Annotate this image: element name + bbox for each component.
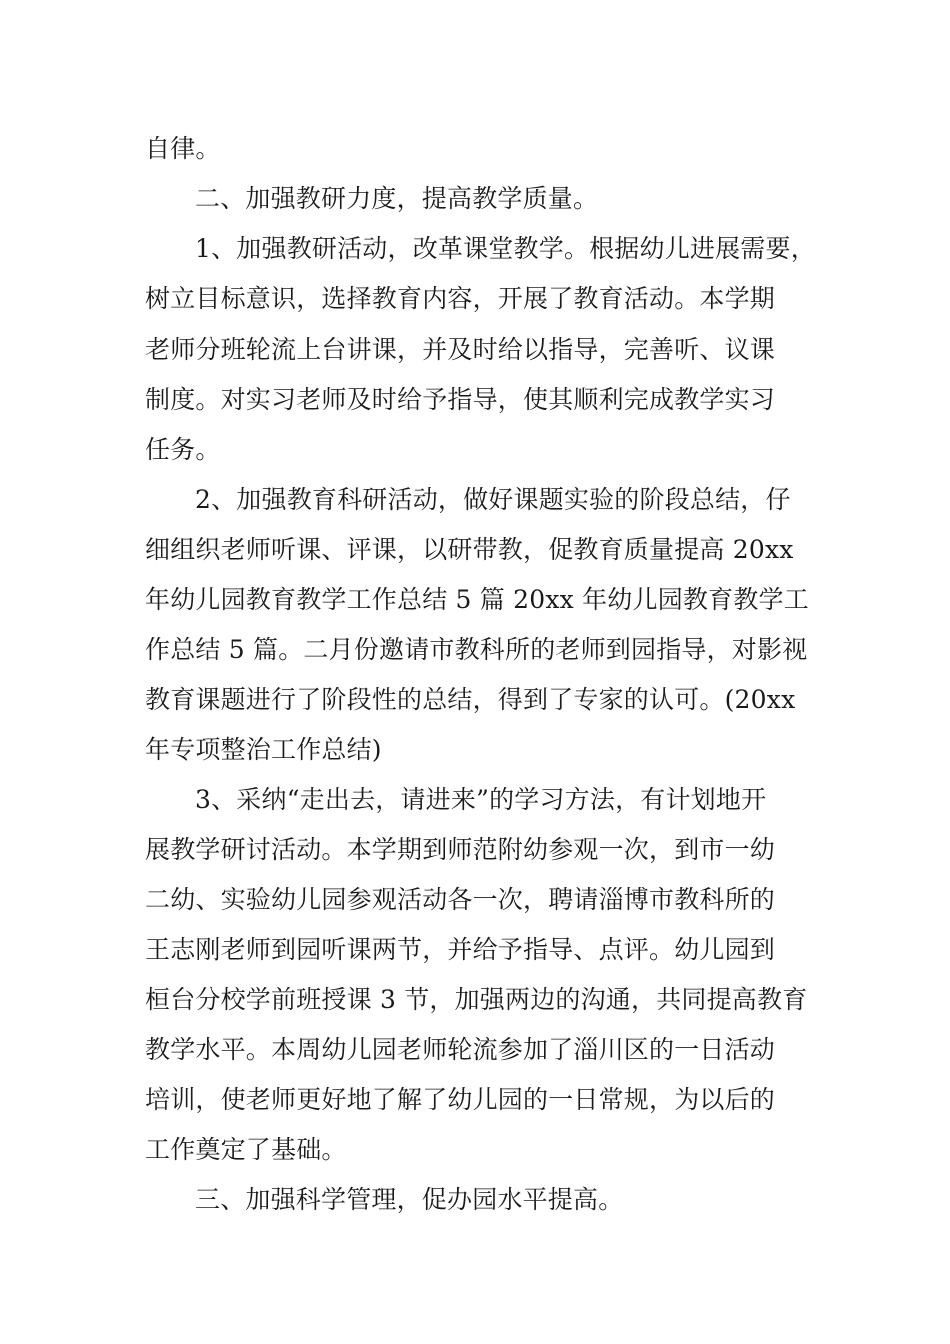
- text-line: 教育课题进行了阶段性的总结，得到了专家的认可。(20xx: [145, 685, 796, 714]
- paragraph-start: 2、加强教育科研活动，做好课题实验的阶段总结，仔: [195, 485, 791, 514]
- paragraph-start: 3、采纳“走出去，请进来”的学习方法，有计划地开: [195, 785, 767, 814]
- text-line: 自律。: [145, 134, 221, 163]
- text-line: 年专项整治工作总结): [145, 735, 382, 764]
- text-line: 任务。: [145, 435, 221, 464]
- section-heading: 二、加强教研力度，提高教学质量。: [195, 184, 599, 213]
- text-line: 制度。对实习老师及时给予指导，使其顺利完成教学实习: [145, 385, 776, 414]
- text-line: 展教学研讨活动。本学期到师范附幼参观一次，到市一幼: [145, 835, 776, 864]
- text-line: 树立目标意识，选择教育内容，开展了教育活动。本学期: [145, 284, 776, 313]
- text-line: 桓台分校学前班授课 3 节，加强两边的沟通，共同提高教育: [145, 985, 808, 1014]
- section-heading: 三、加强科学管理，促办园水平提高。: [195, 1185, 624, 1214]
- text-line: 年幼儿园教育教学工作总结 5 篇 20xx 年幼儿园教育教学工: [145, 585, 809, 614]
- text-line: 二幼、实验幼儿园参观活动各一次，聘请淄博市教科所的: [145, 885, 776, 914]
- paragraph-start: 1、加强教研活动，改革课堂教学。根据幼儿进展需要，: [195, 234, 816, 263]
- text-line: 作总结 5 篇。二月份邀请市教科所的老师到园指导，对影视: [145, 635, 808, 664]
- text-line: 教学水平。本周幼儿园老师轮流参加了淄川区的一日活动: [145, 1035, 776, 1064]
- text-line: 培训，使老师更好地了解了幼儿园的一日常规，为以后的: [145, 1085, 776, 1114]
- text-line: 细组织老师听课、评课，以研带教，促教育质量提高 20xx: [145, 535, 794, 564]
- text-line: 王志刚老师到园听课两节，并给予指导、点评。幼儿园到: [145, 935, 776, 964]
- text-line: 老师分班轮流上台讲课，并及时给以指导，完善听、议课: [145, 335, 776, 364]
- text-line: 工作奠定了基础。: [145, 1135, 347, 1164]
